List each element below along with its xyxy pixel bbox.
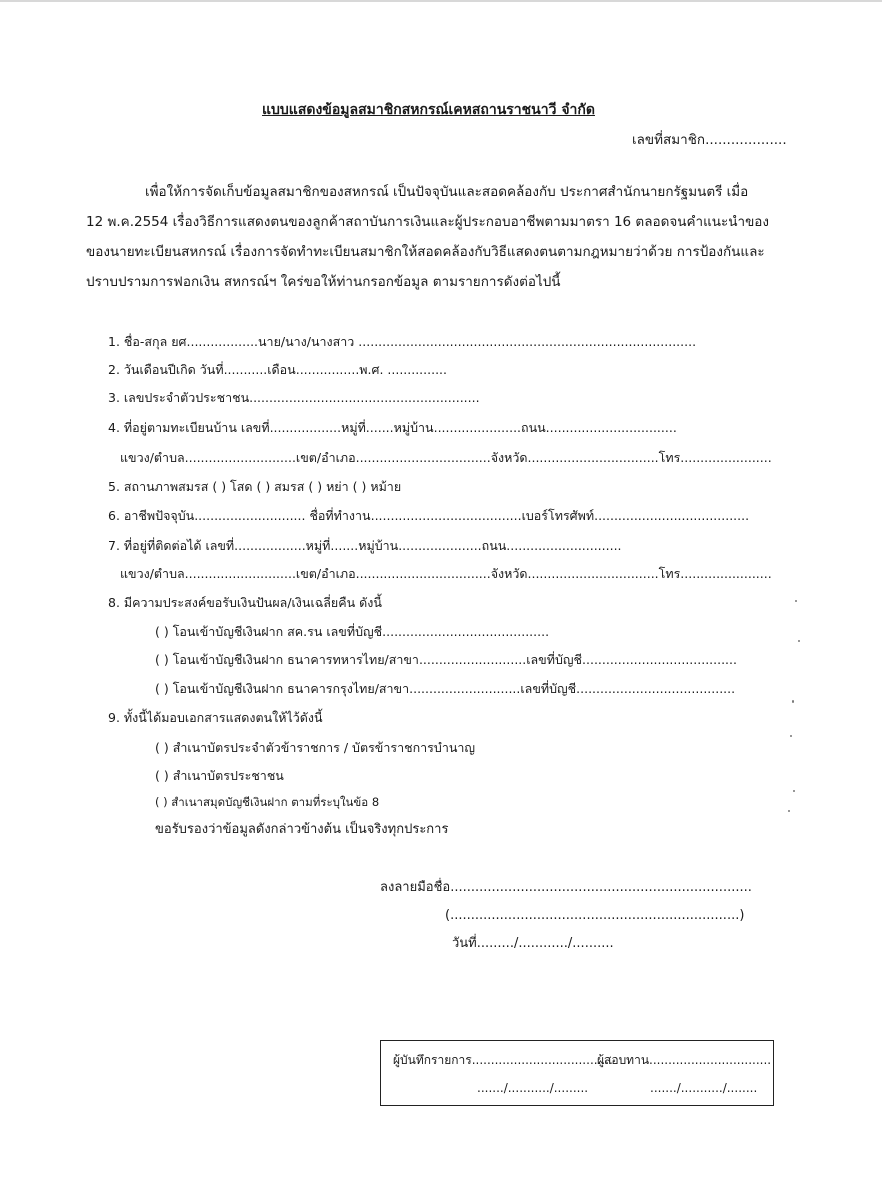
item-8-option-b: ( ) โอนเข้าบัญชีเงินฝาก ธนาคารทหารไทย/สาขา...........................เลขที่บัญชี....................................... <box>155 652 737 667</box>
item-4-address-line-2: แขวง/ตำบล............................เขต/อำเภอ..................................จังหวัด.................................โทร....................... <box>120 450 772 465</box>
item-9-option-c: ( ) สำเนาสมุดบัญชีเงินฝาก ตามที่ระบุในข้อ 8 <box>155 795 380 809</box>
intro-line-2: 12 พ.ค.2554 เรื่องวิธีการแสดงตนของลูกค้าสถาบันการเงินและผู้ประกอบอาชีพตามมาตรา 16 ตลอดจนคำแนะนำของ <box>86 214 770 230</box>
item-1-name: 1. ชื่อ-สกุล ยศ..................นาย/นาง/นางสาว ..................................................................................... <box>108 334 697 349</box>
item-4-address: 4. ที่อยู่ตามทะเบียนบ้าน เลขที่..................หมู่ที่.......หมู่บ้าน......................ถนน................................. <box>108 420 677 435</box>
certification-text: ขอรับรองว่าข้อมูลดังกล่าวข้างต้น เป็นจริงทุกประการ <box>155 822 449 837</box>
item-6-occupation: 6. อาชีพปัจจุบัน............................ ชื่อที่ทำงาน......................................เบอร์โทรศัพท์....................................... <box>108 508 750 523</box>
member-number: เลขที่สมาชิก................... <box>632 132 787 148</box>
checker-field: ผู้สอบทาน................................ <box>597 1053 772 1067</box>
signature-line: ลงลายมือชื่อ......................................................................... <box>380 880 752 895</box>
scan-speck <box>793 790 795 792</box>
item-8-option-a: ( ) โอนเข้าบัญชีเงินฝาก สค.รน เลขที่บัญชี.......................................... <box>155 624 550 639</box>
office-use-box <box>380 1040 774 1106</box>
item-3-id-number: 3. เลขประจำตัวประชาชน.......................................................... <box>108 390 480 405</box>
intro-line-4: ปราบปรามการฟอกเงิน สหกรณ์ฯ ใคร่ขอให้ท่านกรอกข้อมูล ตามรายการดังต่อไปนี้ <box>86 274 561 290</box>
signature-name: (......................................................................) <box>445 908 745 923</box>
recorder-field: ผู้บันทึกรายการ..................................... <box>393 1053 613 1067</box>
form-title: แบบแสดงข้อมูลสมาชิกสหกรณ์เคหสถานราชนาวี จำกัด <box>262 102 595 118</box>
scan-speck <box>788 810 790 812</box>
item-7-contact-address: 7. ที่อยู่ที่ติดต่อได้ เลขที่..................หมู่ที่.......หมู่บ้าน.....................ถนน............................. <box>108 538 622 553</box>
item-9-option-a: ( ) สำเนาบัตรประจำตัวข้าราชการ / บัตรข้าราชการบำนาญ <box>155 740 476 755</box>
scan-speck <box>798 640 800 642</box>
recorder-date: ......./.........../......... <box>477 1081 589 1095</box>
scan-speck <box>792 700 794 703</box>
scan-top-edge <box>0 0 882 2</box>
item-8-dividend: 8. มีความประสงค์ขอรับเงินปันผล/เงินเฉลี่ยคืน ดังนี้ <box>108 595 382 610</box>
item-2-birthdate: 2. วันเดือนปีเกิด วันที่...........เดือน................พ.ศ. ............... <box>108 362 447 377</box>
item-9-documents: 9. ทั้งนี้ได้มอบเอกสารแสดงตนให้ไว้ดังนี้ <box>108 710 323 725</box>
signature-date: วันที่........./............/.......... <box>452 936 614 951</box>
scan-speck <box>795 600 797 602</box>
scan-speck <box>790 735 792 737</box>
item-5-marital-status: 5. สถานภาพสมรส ( ) โสด ( ) สมรส ( ) หย่า ( ) หม้าย <box>108 479 402 494</box>
checker-date: ......./.........../........ <box>650 1081 758 1095</box>
intro-line-3: ของนายทะเบียนสหกรณ์ เรื่องการจัดทำทะเบียนสมาชิกให้สอดคล้องกับวิธีแสดงตนตามกฎหมายว่าด้วย การป้องกันและ <box>86 244 765 260</box>
item-9-option-b: ( ) สำเนาบัตรประชาชน <box>155 768 284 783</box>
item-8-option-c: ( ) โอนเข้าบัญชีเงินฝาก ธนาคารกรุงไทย/สาขา............................เลขที่บัญชี........................................ <box>155 681 736 696</box>
intro-line-1: เพื่อให้การจัดเก็บข้อมูลสมาชิกของสหกรณ์ เป็นปัจจุบันและสอดคล้องกับ ประกาศสำนักนายกรัฐมนตรี เมื่อ <box>145 184 749 200</box>
item-7-contact-address-line-2: แขวง/ตำบล............................เขต/อำเภอ..................................จังหวัด.................................โทร....................... <box>120 566 772 581</box>
